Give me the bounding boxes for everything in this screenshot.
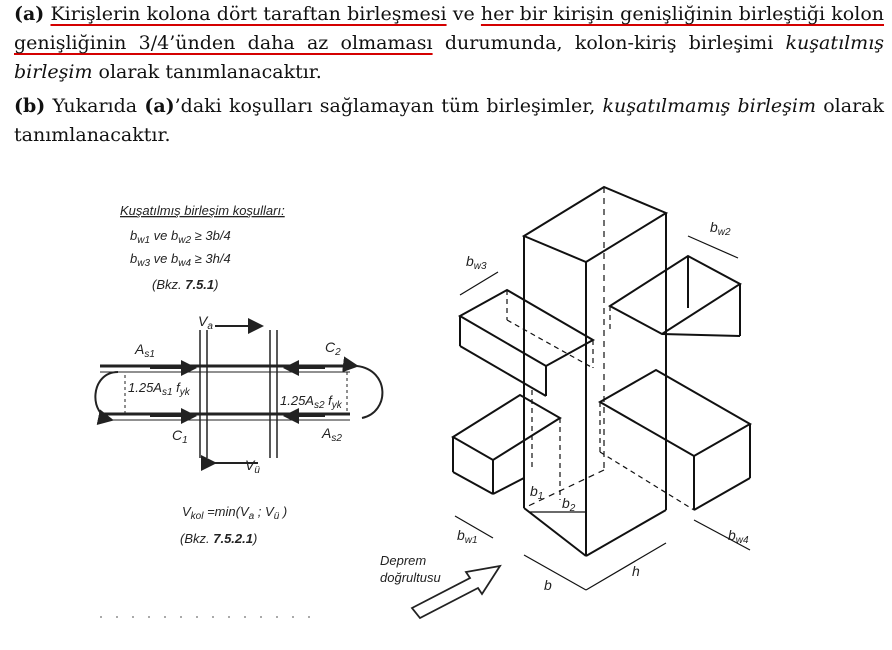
label-vu: $V_ü$ — [245, 457, 260, 476]
label-bw1: $b_{w1}$ — [457, 527, 478, 546]
label-force-2: $1.25A_{s2}$ $f_{yk}$ — [280, 393, 342, 411]
label-bw2: $b_{w2}$ — [710, 219, 731, 238]
reference-7-5-2-1: (Bkz. 7.5.2.1) — [180, 531, 258, 546]
joint-section-labels — [128, 313, 343, 546]
label-dogrultusu: doğrultusu — [380, 570, 441, 585]
label-b2: $b_2$ — [562, 495, 576, 514]
para-a-label: (a) — [14, 3, 45, 25]
label-bw4: $b_{w4}$ — [728, 527, 749, 546]
para-a-text-4: durumunda, kolon-kiriş birleşimi — [432, 32, 786, 54]
label-b: b — [544, 577, 552, 593]
para-b-text-3: ’daki koşulları sağlamayan tüm birleşimler, — [174, 95, 603, 117]
condition-1: $b_{w1}$ ve $b_{w2} \ge 3b/4$ — [130, 228, 231, 246]
left-conditions — [120, 203, 285, 292]
condition-2: $b_{w3}$ ve $b_{w4} \ge 3h/4$ — [130, 251, 231, 269]
para-b-text-5: olarak tanımlanacaktır. — [14, 95, 884, 146]
para-a-text-2: ve — [446, 3, 481, 25]
para-b-label: (b) — [14, 95, 46, 117]
label-vkol: $V_{kol} =\min(V_a$ ; $V_ü$ ) — [182, 504, 288, 522]
label-b1: $b_1$ — [530, 483, 544, 502]
label-as2: $A_{s2}$ — [322, 425, 342, 444]
label-deprem: Deprem — [380, 553, 427, 568]
para-a-term: kuşatılmış birleşim — [14, 32, 884, 83]
label-force-1: $1.25A_{s1}$ $f_{yk}$ — [128, 380, 190, 398]
label-va: $V_a$ — [198, 313, 213, 332]
para-b-ref: (a) — [144, 95, 175, 117]
label-as1: $A_{s1}$ — [135, 341, 155, 360]
para-a-text-6: olarak tanımlanacaktır. — [92, 61, 322, 83]
para-a-underlined-2: her bir kirişin genişliğinin birleştiği kolon genişliğinin 3/4’ünden daha az olmaması — [14, 3, 885, 54]
para-b-text-1: Yukarıda — [45, 95, 145, 117]
isometric-labels — [380, 219, 749, 593]
reference-7-5-1: (Bkz. 7.5.1) — [152, 277, 219, 292]
label-c2: $C_2$ — [325, 339, 341, 358]
para-a-underlined-1: Kirişlerin kolona dört taraftan birleşmesi — [50, 3, 447, 25]
isometric-joint — [453, 187, 750, 590]
conditions-title: Kuşatılmış birleşim koşulları: — [120, 203, 285, 218]
label-h: h — [632, 563, 640, 579]
para-b-term: kuşatılmamış birleşim — [602, 95, 816, 117]
label-bw3: $b_{w3}$ — [466, 253, 487, 272]
label-c1: $C_1$ — [172, 427, 188, 446]
